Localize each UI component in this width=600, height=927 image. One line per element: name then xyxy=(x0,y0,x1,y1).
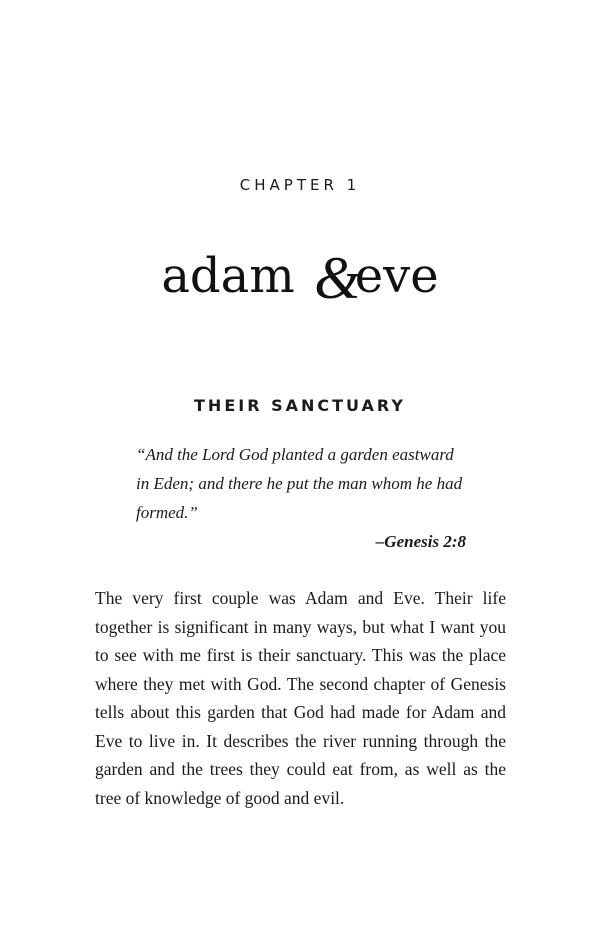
chapter-title-second-name: eve xyxy=(354,248,439,304)
body-paragraph: The very first couple was Adam and Eve. Their life together is significant in many ways, but what I want you to see with me first is their sanctuary. This was the place where they met with God. The second chapter of Genesis tells about this garden that God had made for Adam and Eve to live in. It describes the river running through the garden and the trees they could eat from, as well as the tree of knowledge of good and evil. xyxy=(95,588,506,808)
chapter-title xyxy=(0,232,600,316)
epigraph-quote: “And the Lord God planted a garden eastward in Eden; and there he put the man whom he had formed.” xyxy=(136,445,463,522)
section-heading: THEIR SANCTUARY xyxy=(194,396,406,415)
epigraph xyxy=(136,440,466,556)
chapter-title-ampersand: & xyxy=(314,245,361,311)
epigraph-source: –Genesis 2:8 xyxy=(375,532,466,551)
chapter-label: CHAPTER 1 xyxy=(239,176,361,194)
chapter-title-first-name: adam xyxy=(161,248,295,304)
